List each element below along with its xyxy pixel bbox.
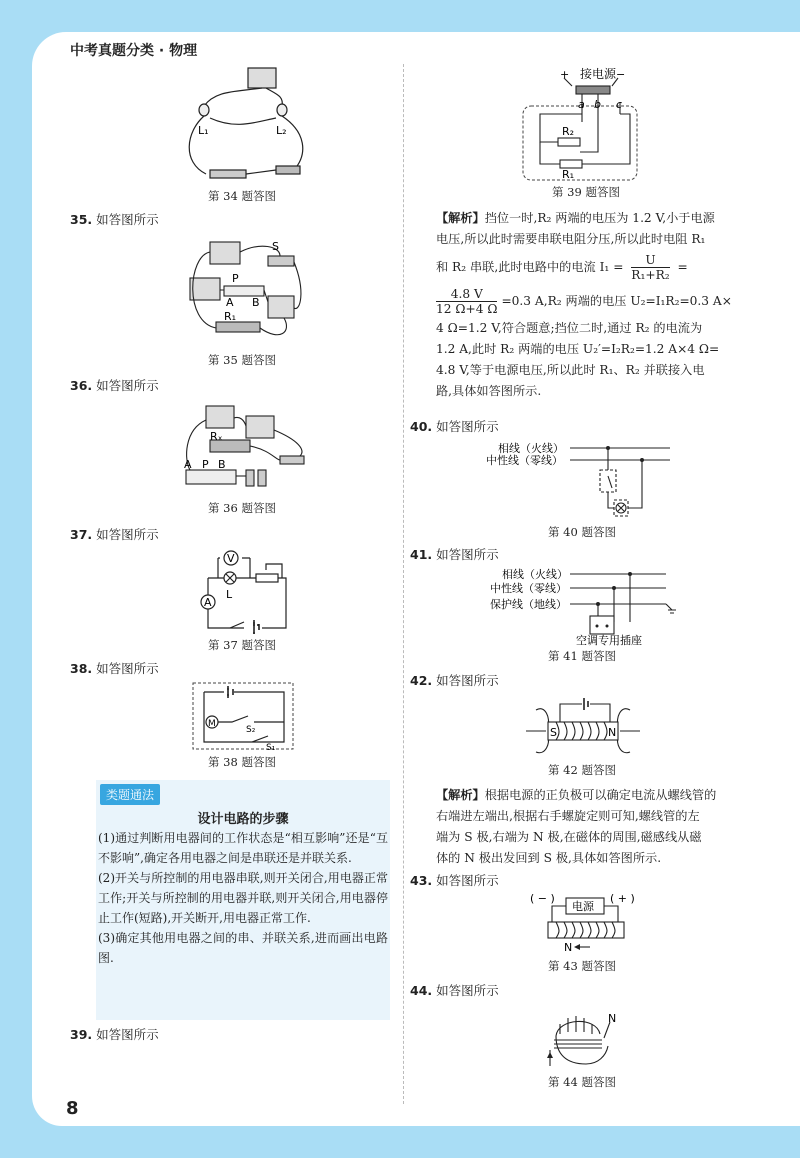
label-B: B: [252, 296, 260, 309]
label-P36: P: [202, 458, 209, 471]
figure-36: [180, 400, 310, 496]
caption-41: 第 41 题答图: [548, 649, 616, 663]
method-steps: [98, 828, 388, 968]
caption-40: 第 40 题答图: [548, 525, 616, 539]
figure-38: [192, 682, 296, 752]
question-37: 37. 如答图所示: [70, 527, 159, 542]
pole-N-42: N: [608, 726, 617, 739]
question-44: 44. 如答图所示: [410, 983, 499, 998]
label-R2-39: R₂: [562, 125, 575, 138]
neg-terminal-43: ( − ): [530, 892, 555, 905]
label-P: P: [232, 272, 239, 285]
caption-38: 第 38 题答图: [208, 755, 276, 769]
method-title: 设计电路的步骤: [197, 812, 289, 827]
caption-36: 第 36 题答图: [208, 501, 276, 515]
figure-37: [190, 548, 296, 634]
question-42: 42. 如答图所示: [410, 673, 499, 688]
column-divider: [403, 64, 404, 1104]
figure-40: [480, 438, 676, 522]
caption-39: 第 39 题答图: [552, 185, 620, 199]
label-S2: S₂: [246, 725, 256, 735]
live-wire-label-40: 相线（火线）: [498, 442, 564, 455]
caption-35: 第 35 题答图: [208, 353, 276, 367]
method-step-1: (1)通过判断用电器间的工作状态是“相互影响”还是“互不影响”,确定各用电器之间是串联还是并联关系.: [98, 831, 388, 865]
neutral-wire-label-40: 中性线（零线）: [486, 454, 563, 467]
page-header: 中考真题分类 · 物理: [70, 43, 198, 59]
pos-terminal-43: ( + ): [610, 892, 635, 905]
question-36: 36. 如答图所示: [70, 378, 159, 393]
caption-44: 第 44 题答图: [548, 1075, 616, 1089]
figure-42: [526, 690, 640, 760]
caption-43: 第 43 题答图: [548, 959, 616, 973]
label-S1: S₁: [266, 743, 276, 752]
term-c: c: [616, 98, 623, 111]
figure-39: [520, 62, 650, 184]
caption-37: 第 37 题答图: [208, 638, 276, 652]
socket-label-41: 空调专用插座: [576, 634, 642, 646]
question-41: 41. 如答图所示: [410, 547, 499, 562]
question-38: 38. 如答图所示: [70, 661, 159, 676]
pole-S-42: S: [550, 726, 557, 739]
caption-42: 第 42 题答图: [548, 763, 616, 777]
term-b: b: [594, 98, 601, 111]
pole-N-43: N: [564, 941, 573, 954]
label-L1: L₁: [198, 124, 209, 137]
analysis-39: 【解析】挡位一时,R₂ 两端的电压为 1.2 V,小于电源 电压,所以此时需要串联电阻分压,所以此时电阻 R₁ 和 R₂ 串联,此时电路中的电流 I₁ = $\frac{U}{\text{R₁+R₂}}$ = $\frac{4.8 V}{12 \Omega+4 \Omega}$ =0.3 A,R₂ 两端的电压 U₂=I₁R₂=0.3 A× 4 Ω=1.2 V,符合题意;挡位二时,通过 R₂ 的电流为 1.2 A,此时 R₂ 两端的电压 U₂′=I₂R₂=1.2 A×4 Ω= 4.8 V,等于电源电压,所以此时 R₁、R₂ 并联接入电 路,具体如答图所示.: [436, 211, 732, 398]
term-a: a: [578, 98, 585, 111]
figure-41: [480, 566, 680, 646]
plus-label: +: [560, 68, 570, 81]
neutral-wire-label-41: 中性线（零线）: [490, 582, 567, 595]
label-S: S: [272, 240, 279, 253]
question-40: 40. 如答图所示: [410, 419, 499, 434]
label-M: M: [208, 719, 216, 729]
label-A36: A: [184, 458, 192, 471]
caption-34: 第 34 题答图: [208, 189, 276, 203]
figure-34: [176, 62, 326, 186]
figure-35: [180, 232, 310, 348]
label-L: L: [226, 588, 233, 601]
question-39: 39. 如答图所示: [70, 1027, 159, 1042]
power-label: 接电源: [580, 67, 617, 81]
pole-N-44: N: [608, 1012, 617, 1025]
label-V: V: [227, 552, 235, 565]
label-R1-39: R₁: [562, 168, 575, 181]
label-L2: L₂: [276, 124, 287, 137]
figure-43: [530, 890, 640, 954]
live-wire-label-41: 相线（火线）: [502, 568, 568, 581]
label-Rx: Rₓ: [210, 430, 223, 443]
method-badge: 类题通法: [100, 784, 160, 805]
figure-44: [546, 1010, 626, 1070]
analysis-42: 【解析】根据电源的正负极可以确定电流从螺线管的 右端进左端出,根据右手螺旋定则可知,螺线管的左 端为 S 极,右端为 N 极,在磁体的周围,磁感线从磁 体的 N 极出发回到 S 极,具体如答图所示.: [436, 788, 717, 865]
label-R1: R₁: [224, 310, 237, 323]
method-step-3: (3)确定其他用电器之间的串、并联关系,进而画出电路图.: [98, 931, 388, 965]
ground-wire-label-41: 保护线（地线）: [490, 598, 567, 611]
label-ammeter: A: [204, 596, 212, 609]
question-43: 43. 如答图所示: [410, 873, 499, 888]
label-A: A: [226, 296, 234, 309]
label-B36: B: [218, 458, 226, 471]
method-step-2: (2)开关与所控制的用电器串联,则开关闭合,用电器正常工作;开关与所控制的用电器并联,则开关闭合,用电器停止工作(短路),开关断开,用电器正常工作.: [98, 871, 388, 925]
question-35: 35. 如答图所示: [70, 212, 159, 227]
page-number: 8: [66, 1098, 79, 1119]
minus-label: −: [616, 68, 626, 81]
power-label-43: 电源: [572, 900, 594, 913]
